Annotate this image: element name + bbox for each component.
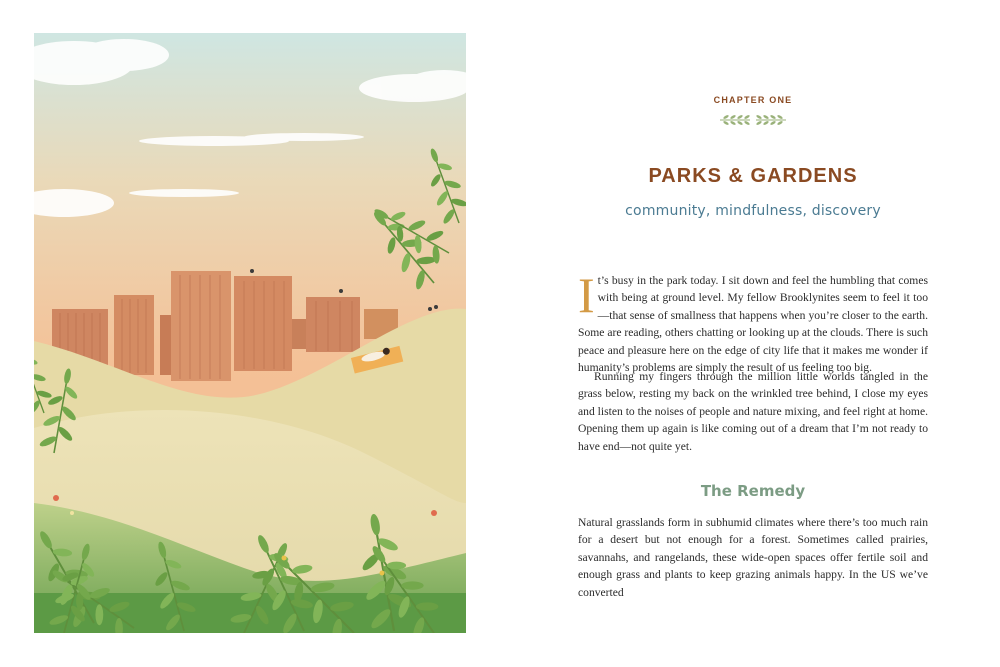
laurel-ornament-icon [718, 112, 788, 128]
drop-cap: I [578, 267, 595, 323]
chapter-subtitle: community, mindfulness, discovery [625, 203, 881, 219]
city-park-illustration-icon [34, 33, 466, 633]
paragraph-1 [578, 267, 928, 376]
city-park-illustration [34, 33, 466, 633]
paragraph-3 [578, 514, 928, 601]
text-page [578, 0, 928, 667]
paragraph-1-text: t’s busy in the park today. I sit down and feel the humbling that comes with being at ground level. My fellow Brooklynites seem to feel it too—that sense of smallness that happens when you’re closer to the earth. Some are reading, others chatting or looking up at the clouds. There is such peace and pleasure here on the edge of city life that it makes me wonder if humanity’s problems are simply the result of us feeling too big. [578, 274, 928, 375]
paragraph-3-text: Natural grasslands form in subhumid climates where there’s too much rain for a desert but not enough for a forest. Sometimes called prairies, savannahs, and rangelands, these wide-open spaces offer fertile soil and enough grass and plants to keep grazing animals happy. In the US we’ve converted [578, 516, 928, 599]
chapter-title: PARKS & GARDENS [648, 165, 858, 187]
section-heading: The Remedy [700, 482, 806, 500]
paragraph-2-text: Running my fingers through the million little worlds tangled in the grass below, resting my back on the wrinkled tree behind, I close my eyes and listen to the noises of people and nature mixing, and feel right at home. Opening them up again is like coming out of a dream that I’m not ready to have end—not quite yet. [578, 370, 928, 453]
chapter-label: CHAPTER ONE [713, 95, 793, 105]
paragraph-2 [578, 368, 928, 455]
